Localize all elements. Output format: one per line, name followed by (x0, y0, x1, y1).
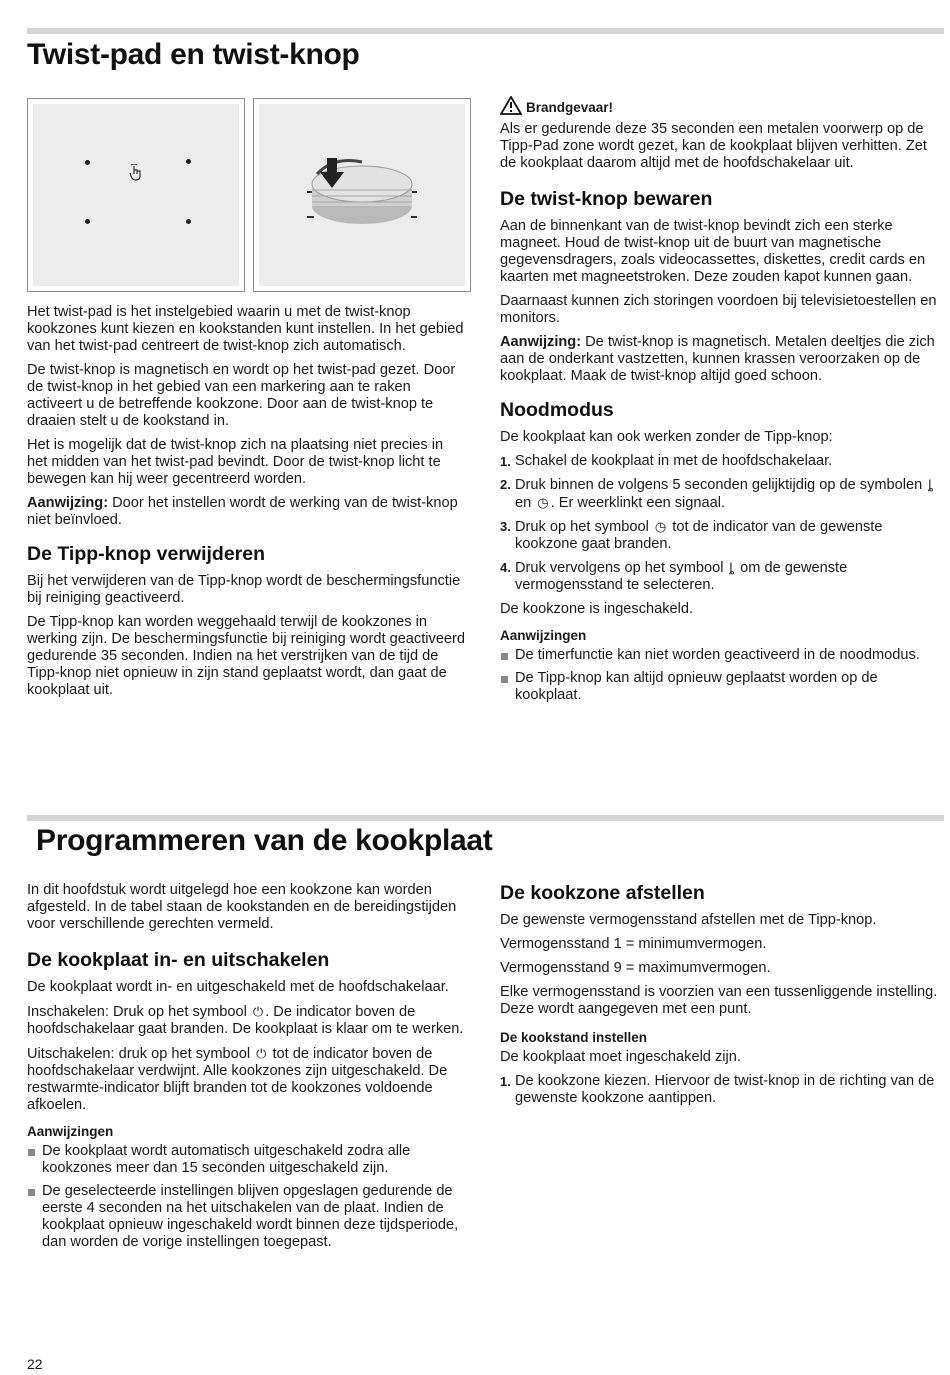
text: Inschakelen: Druk op het symbool (27, 1004, 251, 1020)
page-number: 22 (27, 1356, 43, 1372)
paragraph: De Tipp-knop kan worden weggehaald terwijl de kookzones in werking zijn. De beschermingsfunctie bij reiniging wordt geactiveerd gedurende 35 seconden. Indien na het verstrijken van de tijd de Tipp-knop niet opnieuw in zijn stand geplaatst wordt, dan gaat de kookplaat uit. (27, 614, 466, 698)
paragraph (27, 1003, 467, 1038)
hand-touch-icon (129, 164, 143, 182)
marker-dot (85, 160, 90, 165)
paragraph: Het twist-pad is het instelgebied waarin u met de twist-knop kookzones kunt kiezen en kookstanden kunt instellen. In het gebied van het twist-pad centreert de twist-knop zich automatisch. (27, 304, 464, 354)
lock-symbol-icon: ȴ (729, 560, 735, 575)
text: Uitschakelen: druk op het symbool (27, 1046, 255, 1062)
warning-text: Als er gedurende deze 35 seconden een metalen voorwerp op de Tipp-Pad zone wordt gezet, kan de kookplaat blijven verhitten. Zet de kookplaat daarom altijd met de hoofdschakelaar uit. (500, 121, 927, 171)
warning-title: Brandgevaar! (526, 100, 614, 115)
marker-dot (186, 159, 191, 164)
step-number: 1. (500, 1074, 511, 1089)
paragraph: De kookzone is ingeschakeld. (500, 601, 694, 617)
step-text: tot de indicator van de gewenste kookzone gaat branden. (515, 519, 883, 552)
list-item (500, 476, 940, 512)
paragraph: De twist-knop is magnetisch en wordt op het twist-pad gezet. Door de twist-knop in het gebied van een markering aan te raken activeert u de betreffende kookzone. Door aan de twist-knop te draaien stelt u de kookstand in. (27, 362, 456, 429)
heading-noodmodus: Noodmodus (500, 399, 614, 421)
step-text: Druk op het symbool (515, 519, 653, 535)
paragraph: Bij het verwijderen van de Tipp-knop wordt de beschermingsfunctie bij reiniging geactiveerd. (27, 573, 461, 606)
paragraph: In dit hoofdstuk wordt uitgelegd hoe een kookzone kan worden afgesteld. In de tabel staan de kookstanden en de bereidingstijden voor verschillende gerechten vermeld. (27, 882, 457, 932)
press-arrow-icon (317, 156, 347, 190)
note-label: Aanwijzing: (500, 334, 582, 350)
list-item: De geselecteerde instellingen blijven opgeslagen gedurende de eerste 4 seconden na het uitschakelen van de plaat. Indien de kookplaat opnieuw ingeschakeld wordt binnen deze tijdsperiode, dan worden de vorige instellingen toegepast. (27, 1183, 467, 1251)
heading-tipp-knop-verwijderen: De Tipp-knop verwijderen (27, 543, 266, 565)
step-text: Druk vervolgens op het symbool (515, 560, 728, 576)
step-text: De kookzone kiezen. Hiervoor de twist-knop in de richting van de gewenste kookzone aantippen. (515, 1073, 935, 1106)
heading-kookzone-afstellen: De kookzone afstellen (500, 882, 705, 904)
right-column-section2 (500, 882, 940, 1114)
list-item (500, 1073, 940, 1107)
timer-symbol-icon: ◷ (537, 495, 549, 510)
paragraph: De gewenste vermogensstand afstellen met de Tipp-knop. (500, 912, 877, 928)
paragraph: De kookplaat kan ook werken zonder de Tipp-knop: (500, 429, 833, 445)
heading-kookplaat-in-uitschakelen: De kookplaat in- en uitschakelen (27, 949, 330, 971)
list-item (500, 559, 940, 594)
section-title: Programmeren van de kookplaat (36, 824, 493, 857)
list-item: De kookplaat wordt automatisch uitgeschakeld zodra alle kookzones meer dan 15 seconden uitgeschakeld zijn. (27, 1143, 467, 1177)
text: . De indicator boven de hoofdschakelaar gaat branden. De kookplaat is klaar om te werken. (27, 1004, 464, 1037)
timer-symbol-icon: ◷ (654, 519, 667, 534)
heading-kookstand-instellen: De kookstand instellen (500, 1030, 648, 1045)
step-text: Druk binnen de volgens 5 seconden gelijktijdig op de symbolen (515, 477, 927, 493)
notes-list (500, 647, 940, 704)
paragraph: Elke vermogensstand is voorzien van een tussenliggende instelling. Deze wordt aangegeven met een punt. (500, 984, 938, 1017)
step-text: om de gewenste vermogensstand te selecteren. (515, 560, 848, 593)
heading-aanwijzingen: Aanwijzingen (500, 628, 587, 643)
step-number: 3. (500, 519, 511, 534)
page-title: Twist-pad en twist-knop (27, 38, 360, 71)
marker-dot (186, 219, 191, 224)
step-text: Schakel de kookplaat in met de hoofdschakelaar. (515, 453, 833, 469)
twist-knob-illustration (259, 104, 465, 286)
step-text: . Er weerklinkt een signaal. (550, 495, 726, 511)
twist-pad-figure (27, 98, 245, 292)
step-number: 2. (500, 477, 511, 492)
right-column-section1 (500, 96, 940, 711)
power-symbol-icon: ⏻ (252, 1004, 264, 1019)
paragraph: De kookplaat moet ingeschakeld zijn. (500, 1049, 741, 1065)
twist-knob-figure (253, 98, 471, 292)
heading-twist-knop-bewaren: De twist-knop bewaren (500, 188, 713, 210)
note (27, 495, 467, 529)
heading-aanwijzingen: Aanwijzingen (27, 1124, 114, 1139)
notes-list (27, 1143, 467, 1251)
list-item (500, 453, 940, 470)
paragraph: Aan de binnenkant van de twist-knop bevindt zich een sterke magneet. Houd de twist-knop uit de buurt van magnetische gegevensdragers, zoals videocassettes, diskettes, credit cards en kaarten met magneetstroken. Deze zouden kapot kunnen gaan. (500, 218, 926, 285)
marker-dot (85, 219, 90, 224)
section-rule-top (27, 28, 944, 34)
list-item (500, 518, 940, 553)
paragraph: Vermogensstand 9 = maximumvermogen. (500, 960, 771, 976)
warning-triangle-icon (500, 96, 522, 115)
text: tot de indicator boven de hoofdschakelaar verdwijnt. Alle kookzones zijn uitgeschakeld. De restwarmte-indicator blijft branden tot de kookzones voldoende afkoelen. (27, 1046, 448, 1113)
step-text: en (515, 495, 536, 511)
paragraph (27, 1045, 467, 1114)
lock-symbol-icon: ȴ (928, 477, 933, 492)
paragraph: Vermogensstand 1 = minimumvermogen. (500, 936, 767, 952)
note (500, 334, 940, 385)
steps-list (500, 453, 940, 594)
power-symbol-icon: ⏻ (256, 1046, 267, 1061)
warning-header (500, 96, 940, 117)
note-text: De twist-knop is magnetisch. Metalen deeltjes die zich aan de onderkant vastzetten, kunnen krassen veroorzaken op de kookplaat. Maak de twist-knop altijd goed schoon. (500, 334, 935, 384)
step-number: 1. (500, 454, 511, 469)
paragraph: Het is mogelijk dat de twist-knop zich na plaatsing niet precies in het midden van het twist-pad bevindt. Door de twist-knop licht te bewegen kan hij weer gecentreerd worden. (27, 437, 444, 487)
note-text: Door het instellen wordt de werking van de twist-knop niet beïnvloed. (27, 495, 458, 528)
paragraph: De kookplaat wordt in- en uitgeschakeld met de hoofdschakelaar. (27, 979, 449, 995)
steps-list (500, 1073, 940, 1107)
step-number: 4. (500, 560, 511, 575)
left-column-section2 (27, 882, 467, 1258)
note-label: Aanwijzing: (27, 495, 109, 511)
list-item: De Tipp-knop kan altijd opnieuw geplaatst worden op de kookplaat. (500, 670, 940, 704)
paragraph: Daarnaast kunnen zich storingen voordoen bij televisietoestellen en monitors. (500, 293, 937, 326)
section-rule-middle (27, 815, 944, 821)
list-item: De timerfunctie kan niet worden geactiveerd in de noodmodus. (500, 647, 940, 664)
left-column-section1 (27, 304, 467, 706)
